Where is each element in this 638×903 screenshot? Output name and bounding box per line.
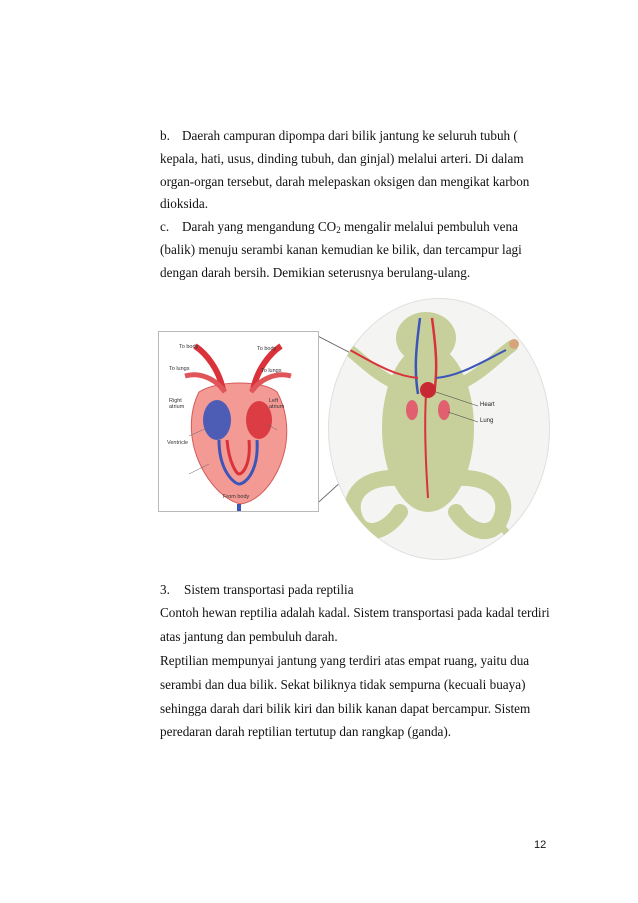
frog-illustration-circle: [328, 298, 550, 560]
paragraph-c-text-b: mengalir melalui pembuluh vena: [340, 219, 518, 234]
subscript-2: 2: [336, 225, 341, 235]
label-lung: Lung: [480, 418, 494, 424]
label-to-lungs-right: To lungs: [261, 368, 282, 374]
section-3-line-4: serambi dan dua bilik. Sekat biliknya tidak sempurna (kecuali buaya): [160, 677, 526, 692]
label-ventricle: Ventricle: [167, 440, 189, 446]
paragraph-c-line-2: (balik) menuju serambi kanan kemudian ke bilik, dan tercampur lagi: [160, 242, 522, 257]
section-3-line-1: Contoh hewan reptilia adalah kadal. Sistem transportasi pada kadal terdiri: [160, 605, 550, 620]
section-number: 3.: [160, 582, 170, 597]
frog-illustration: [328, 298, 550, 560]
section-3-line-6: peredaran darah reptilian tertutup dan rangkap (ganda).: [160, 724, 452, 739]
section-3-line-5: sehingga darah dari bilik kiri dan bilik kanan dapat bercampur. Sistem: [160, 701, 531, 716]
list-marker-b: b.: [160, 128, 170, 143]
paragraph-c-line-1: [160, 219, 518, 235]
paragraph-b-line-1: [160, 128, 518, 144]
heart-diagram-inset: [158, 331, 319, 512]
paragraph-b-line-2: kepala, hati, usus, dinding tubuh, dan ginjal) melalui arteri. Di dalam: [160, 151, 524, 166]
section-3-line-2: atas jantung dan pembuluh darah.: [160, 629, 338, 644]
section-3-line-3: Reptilian mempunyai jantung yang terdiri atas empat ruang, yaitu dua: [160, 653, 530, 668]
label-from-body: From body: [223, 494, 250, 500]
label-right-atrium: Right atrium: [169, 398, 185, 410]
frog-circulation-figure: [158, 298, 550, 560]
paragraph-b-text: Daerah campuran dipompa dari bilik jantung ke seluruh tubuh (: [182, 128, 518, 143]
paragraph-c-text-a: Darah yang mengandung CO: [182, 219, 337, 234]
paragraph-c-line-3: dengan darah bersih. Demikian seterusnya berulang-ulang.: [160, 265, 471, 280]
page-number: 12: [534, 839, 547, 851]
label-left-atrium: Left atrium: [269, 398, 285, 410]
label-to-body-right: To body: [257, 346, 277, 352]
label-to-lungs-left: To lungs: [169, 366, 190, 372]
paragraph-b-line-4: dioksida.: [160, 196, 208, 211]
label-to-body-left: To body: [179, 344, 199, 350]
paragraph-b-line-3: organ-organ tersebut, darah melepaskan oksigen dan mengikat karbon: [160, 174, 530, 189]
section-title: Sistem transportasi pada reptilia: [184, 582, 354, 597]
label-heart: Heart: [480, 402, 495, 408]
list-marker-c: c.: [160, 219, 170, 234]
heart-diagram: [159, 332, 318, 511]
section-3-heading: [160, 582, 354, 598]
